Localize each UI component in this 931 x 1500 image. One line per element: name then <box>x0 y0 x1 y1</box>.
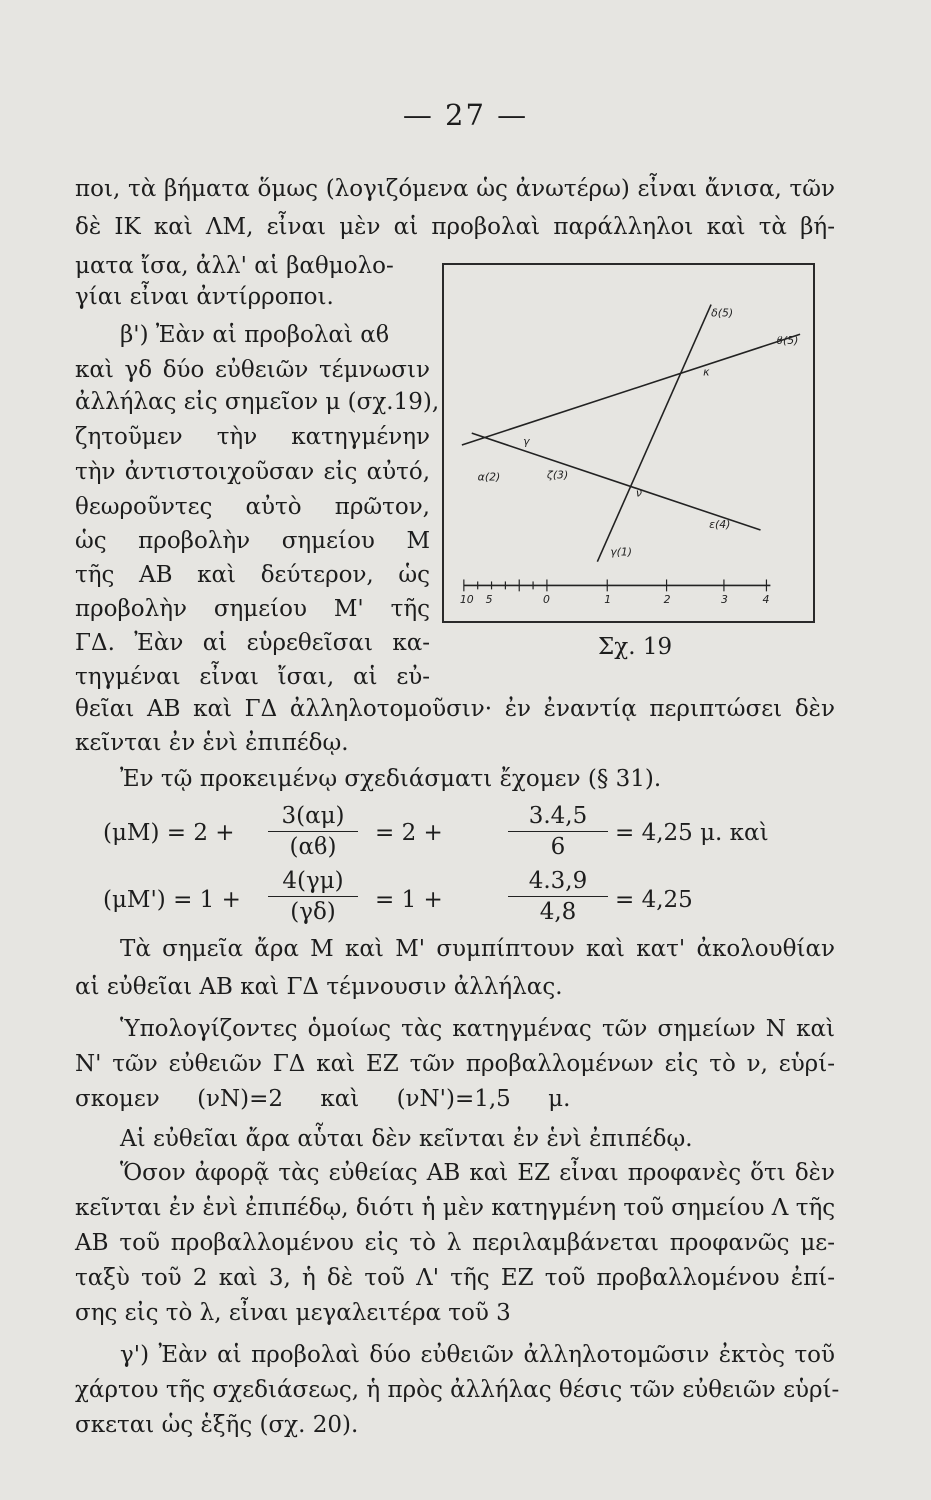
fraction-numerator: 3.4,5 <box>508 801 608 832</box>
equation-1-fraction <box>268 801 358 862</box>
equation-2-right: = 4,25 <box>615 887 693 913</box>
text-line: αἱ εὐθεῖαι ΑΒ καὶ ΓΔ τέμνουσιν ἀλλήλας. <box>75 974 563 1000</box>
text-line: ΓΔ. Ἐὰν αἱ εὑρεθεῖσαι κα- <box>75 630 430 656</box>
text-line: θεωροῦντες αὐτὸ πρῶτον, <box>75 494 430 520</box>
text-line: σκομεν (νΝ)=2 καὶ (νΝ')=1,5 μ. <box>75 1086 571 1112</box>
text-line: ταξὺ τοῦ 2 καὶ 3, ἡ δὲ τοῦ Λ' τῆς ΕΖ τοῦ προβαλλομένου ἐπί- <box>75 1265 835 1291</box>
scale-label: 2 <box>663 593 671 607</box>
scale-label: 3 <box>720 593 728 607</box>
figure-19 <box>442 263 815 623</box>
equation-1-right: = 4,25 μ. καὶ <box>615 820 769 846</box>
scale-label: 5 <box>485 593 493 607</box>
equation-2-left: (μΜ') = 1 + <box>103 887 241 913</box>
text-line: ποι, τὰ βήματα ὅμως (λογιζόμενα ὡς ἀνωτέρω) εἶναι ἄνισα, τῶν <box>75 176 835 202</box>
line-gd <box>597 305 711 562</box>
text-line: ΑΒ τοῦ προβαλλομένου εἰς τὸ λ περιλαμβάνεται προφανῶς με- <box>75 1230 835 1256</box>
fraction-numerator: 4(γμ) <box>268 866 358 897</box>
text-line: τὴν ἀντιστοιχοῦσαν εἰς αὐτό, <box>75 459 430 485</box>
equation-1-left: (μΜ) = 2 + <box>103 820 235 846</box>
label-alpha2: α(2) <box>477 470 501 484</box>
equation-2-mid: = 1 + <box>375 887 443 913</box>
scale-label: 0 <box>542 593 550 607</box>
line-ab <box>462 334 800 445</box>
text-line: καὶ γδ δύο εὐθειῶν τέμνωσιν <box>75 357 430 383</box>
figure-caption: Σχ. 19 <box>598 634 673 660</box>
equation-2-fraction <box>268 866 358 927</box>
label-nu: ν <box>635 486 642 500</box>
text-line: σκεται ὡς ἑξῆς (σχ. 20). <box>75 1412 359 1438</box>
text-line: Ν' τῶν εὐθειῶν ΓΔ καὶ ΕΖ τῶν προβαλλομένων εἰς τὸ ν, εὑρί- <box>75 1051 835 1077</box>
text-line: Ὑπολογίζοντες ὁμοίως τὰς κατηγμένας τῶν σημείων Ν καὶ <box>120 1016 835 1042</box>
equation-1-mid: = 2 + <box>375 820 443 846</box>
label-kappa: κ <box>703 365 710 379</box>
text-line: ἀλλήλας εἰς σημεῖον μ (σχ.19), <box>75 389 440 415</box>
label-gamma: γ <box>523 434 530 448</box>
text-line: κεῖνται ἐν ἑνὶ ἐπιπέδῳ. <box>75 730 349 756</box>
fraction-numerator: 4.3,9 <box>508 866 608 897</box>
fraction-denominator: 4,8 <box>539 899 577 925</box>
fraction-denominator: 6 <box>550 834 566 860</box>
text-line: τηγμέναι εἶναι ἴσαι, αἱ εὐ- <box>75 664 430 690</box>
text-line: γίαι εἶναι ἀντίρροποι. <box>75 284 334 310</box>
label-epsilon4: ε(4) <box>709 518 731 532</box>
text-line: θεῖαι ΑΒ καὶ ΓΔ ἀλληλοτομοῦσιν· ἐν ἐναντίᾳ περιπτώσει δὲν <box>75 696 835 722</box>
fraction-denominator: (γδ) <box>290 899 336 925</box>
equation-1-fraction-2 <box>508 801 608 862</box>
text-line: δὲ ΙΚ καὶ ΛΜ, εἶναι μὲν αἱ προβολαὶ παράλληλοι καὶ τὰ βή- <box>75 214 835 240</box>
equation-2-fraction-2 <box>508 866 608 927</box>
fraction-numerator: 3(αμ) <box>268 801 358 832</box>
text-line: χάρτου τῆς σχεδιάσεως, ἡ πρὸς ἀλλήλας θέσις τῶν εὐθειῶν εὑρί- <box>75 1377 840 1403</box>
text-line: τῆς ΑΒ καὶ δεύτερον, ὡς <box>75 562 430 588</box>
text-line: Αἱ εὐθεῖαι ἄρα αὗται δὲν κεῖνται ἐν ἑνὶ ἐπιπέδῳ. <box>120 1126 693 1152</box>
page-number: — 27 — <box>402 98 529 132</box>
text-line: ζητοῦμεν τὴν κατηγμένην <box>75 424 430 450</box>
label-beta5: ϐ(5) <box>776 334 799 348</box>
text-line: β') Ἐὰν αἱ προβολαὶ αϐ <box>120 322 390 348</box>
text-line: γ') Ἐὰν αἱ προβολαὶ δύο εὐθειῶν ἀλληλοτομῶσιν ἐκτὸς τοῦ <box>120 1342 835 1368</box>
text-line: ματα ἴσα, ἀλλ' αἱ βαθμολο- <box>75 253 394 279</box>
scale-label: 4 <box>762 593 770 607</box>
text-line: Ἐν τῷ προκειμένῳ σχεδιάσματι ἔχομεν (§ 31). <box>120 766 662 792</box>
label-zeta3: ζ(3) <box>546 468 569 482</box>
text-line: σης εἰς τὸ λ, εἶναι μεγαλειτέρα τοῦ 3 <box>75 1300 511 1326</box>
line-ez <box>472 433 761 530</box>
text-line: Ὅσον ἀφορᾷ τὰς εὐθείας ΑΒ καὶ ΕΖ εἶναι προφανὲς ὅτι δὲν <box>120 1160 835 1186</box>
scale-label: 1 <box>604 593 612 607</box>
scale-label: 10 <box>459 593 474 607</box>
fraction-denominator: (αϐ) <box>289 834 337 860</box>
text-line: ὡς προβολὴν σημείου Μ <box>75 528 430 554</box>
figure-19-diagram <box>444 265 813 621</box>
text-line: Τὰ σημεῖα ἄρα Μ καὶ Μ' συμπίπτουν καὶ κατ' ἀκολουθίαν <box>120 936 835 962</box>
label-delta5: δ(5) <box>711 306 734 320</box>
text-line: προβολὴν σημείου Μ' τῆς <box>75 596 430 622</box>
text-line: κεῖνται ἐν ἑνὶ ἐπιπέδῳ, διότι ἡ μὲν κατηγμένη τοῦ σημείου Λ τῆς <box>75 1195 836 1221</box>
scale-labels <box>460 593 770 606</box>
label-gamma1: γ(1) <box>610 545 633 559</box>
